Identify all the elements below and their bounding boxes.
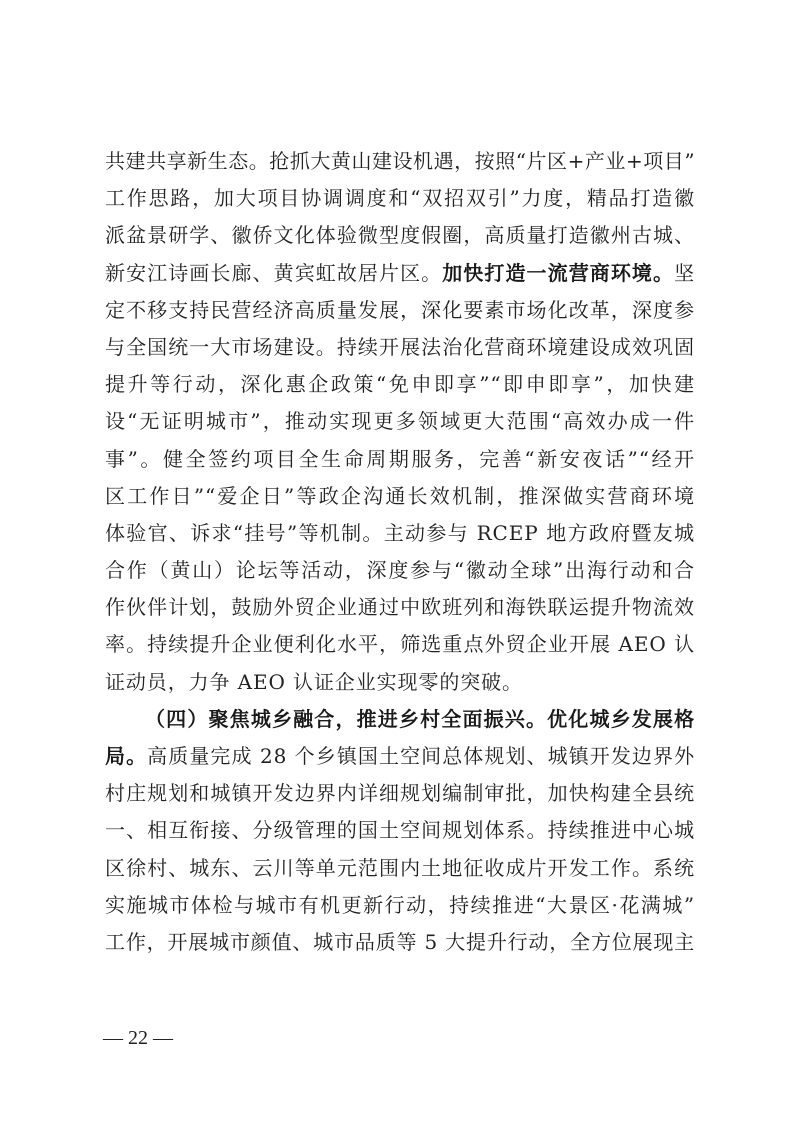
text-line: 村庄规划和城镇开发边界内详细规划编制审批，加快构建全县统 [105,781,695,806]
section-heading-four: （四）聚焦城乡融合，推进乡村全面振兴。优化城乡发展格 [145,706,695,731]
text-line: 证动员，力争 AEO 认证企业实现零的突破。 [105,669,523,694]
text-line: 体验官、诉求“挂号”等机制。主动参与 RCEP 地方政府暨友城 [105,520,695,545]
document-body [105,143,695,961]
text-segment: 坚 [674,260,695,285]
text-line: 工作思路，加大项目协调调度和“双招双引”力度，精品打造徽 [105,186,695,211]
page-number: — 22 — [103,1027,173,1049]
text-line: 工作，开展城市颜值、城市品质等 5 大提升行动，全方位展现主 [105,929,695,954]
text-line: 作伙伴计划，鼓励外贸企业通过中欧班列和海铁联运提升物流效 [105,595,695,620]
text-line: 实施城市体检与城市有机更新行动，持续推进“大景区·花满城” [105,892,695,917]
text-line: 合作（黄山）论坛等活动，深度参与“徽动全球”出海行动和合 [105,558,695,583]
bold-heading-business-environment: 加快打造一流营商环境。 [442,260,675,285]
text-segment: 高质量完成 28 个乡镇国土空间总体规划、城镇开发边界外 [147,744,695,768]
text-line: 区徐村、城东、云川等单元范围内土地征收成片开发工作。系统 [105,855,695,880]
text-line [105,255,695,292]
text-line: 派盆景研学、徽侨文化体验微型度假圈，高质量打造徽州古城、 [105,223,695,248]
text-line [105,738,695,775]
text-line: 设“无证明城市”，推动实现更多领域更大范围“高效办成一件 [105,409,695,434]
bold-heading-continuation: 局。 [105,744,148,768]
text-line: 一、相互衔接、分级管理的国土空间规划体系。持续推进中心城 [105,818,695,843]
text-line: 提升等行动，深化惠企政策“免申即享”“即申即享”，加快建 [105,372,695,397]
text-line: 共建共享新生态。抢抓大黄山建设机遇，按照“片区+产业+项目” [105,149,695,173]
text-line: 事”。健全签约项目全生命周期服务，完善“新安夜话”“经开 [105,446,695,471]
text-line: 与全国统一大市场建设。持续开展法治化营商环境建设成效巩固 [105,334,695,359]
text-line: 区工作日”“爱企日”等政企沟通长效机制，推深做实营商环境 [105,483,695,508]
text-line: 定不移支持民营经济高质量发展，深化要素市场化改革，深度参 [105,297,695,322]
text-line: 率。持续提升企业便利化水平，筛选重点外贸企业开展 AEO 认 [105,632,695,657]
text-segment: 新安江诗画长廊、黄宾虹故居片区。 [105,260,443,285]
